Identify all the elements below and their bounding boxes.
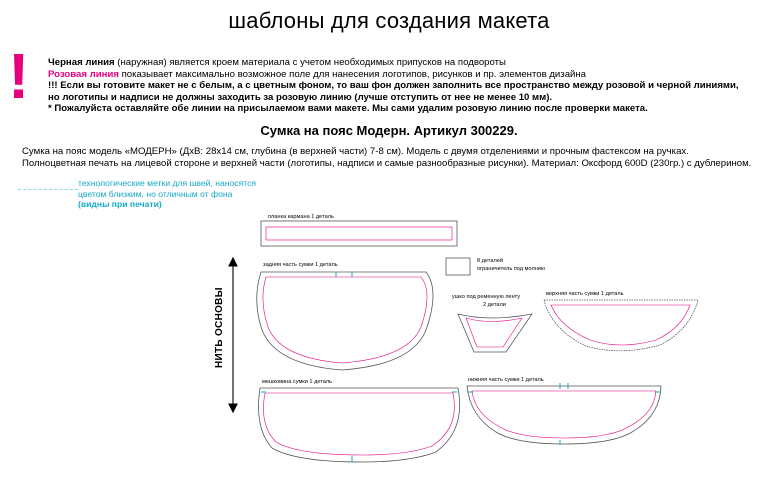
grain-direction-label: НИТЬ ОСНОВЫ [214,287,225,368]
label-belt-ear-count: 2 детали [483,302,506,308]
note-black-line: Черная линия (наружная) является кроем материала с учетом необходимых припусков на подвороты [48,57,506,68]
legend-line-3: (видны при печати) [78,199,162,209]
lining-piece [259,388,460,462]
label-lining: мешковина сумки 1 деталь [262,379,333,385]
product-description-line-1: Сумка на пояс модель «МОДЕРН» (ДхВ: 28х14 см, глубина (в верхней части) 7-8 см). Модель с двумя отделениями и прочным фастексом на ручках. [22,146,689,157]
top-part-piece [544,300,698,351]
label-limiter-count: 8 деталей [477,258,503,264]
page-title: шаблоны для создания макета [228,8,550,33]
note-background: !!! Если вы готовите макет не с белым, а с цветным фоном, то ваш фон должен заполнить все пространство между розовой и черной линиями, [48,80,739,92]
legend-line-1: технологические метки для швей, наносятся [78,178,257,188]
warning-exclamation-icon: ! [8,40,30,112]
back-part-piece [257,272,433,370]
product-title: Сумка на пояс Модерн. Артикул 300229. [260,123,518,138]
belt-ear-piece [458,314,532,352]
note-margin: но логотипы и надписи не должны заходить за розовую линию (лучше отступить от нее не менее 10 мм). [48,91,553,103]
note-keep-lines: * Пожалуйста оставляйте обе линии на присылаемом вами макете. Мы сами удалим розовую линию после проверки макета. [48,103,648,115]
zipper-limiter-piece [446,258,470,275]
label-top-part: верхняя часть сумки 1 деталь [546,291,624,297]
bottom-part-piece [467,386,661,444]
note-pink-line: Розовая линия показывает максимально возможное поле для нанесения логотипов, рисунков и пр. элементов дизайна [48,68,587,80]
grain-arrow [229,258,237,412]
label-belt-ear: ушко под ременную ленту [452,294,521,300]
product-description-line-2: Полноцветная печать на лицевой стороне и верхней части (логотипы, надписи и самые разнообразные рисунки). Материал: Оксфорд 600D (230гр.) с дублерином. [22,157,752,169]
pocket-strip-piece [261,221,457,246]
label-pocket-strip: планка кармана 1 деталь [268,214,334,220]
label-bottom-part: нижняя часть сумки 1 деталь [468,377,544,383]
legend-line-2: цветом близким, но отличным от фона [78,188,233,199]
label-back-part: задняя часть сумки 1 деталь [263,262,338,268]
label-limiter-name: ограничитель под молнию [477,266,546,272]
